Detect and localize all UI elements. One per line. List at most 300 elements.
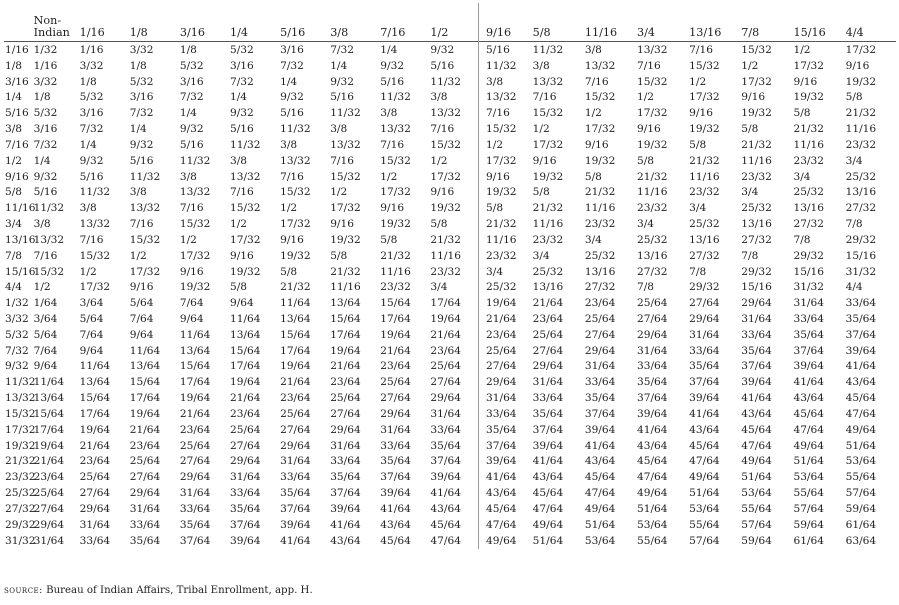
source-text: Bureau of Indian Affairs, Tribal Enrollment, app. H. [46,585,313,596]
column-header: 7/8 [741,26,760,39]
table-cell: 27/64 [280,423,311,436]
table-row [4,42,896,58]
table-cell: 7/16 [689,43,713,56]
table-cell: 17/32 [430,170,461,183]
table-cell: 3/4 [584,233,602,246]
row-label: 15/16 [5,265,36,278]
table-cell: 3/64 [33,312,58,325]
table-cell: 55/64 [689,518,720,531]
row-label: 13/32 [5,392,36,405]
table-cell: 25/64 [532,328,564,341]
table-cell: 31/64 [584,360,616,373]
table-row [4,501,896,517]
table-cell: 37/64 [636,392,668,405]
table-cell: 15/32 [689,59,720,72]
table-cell: 7/16 [179,202,204,215]
table-cell: 5/16 [330,91,354,104]
table-cell: 27/64 [33,502,65,515]
column-header: 3/8 [330,26,349,39]
table-cell: 11/32 [280,123,311,136]
table-cell: 13/16 [532,281,564,294]
blood-quantum-table-container [4,3,896,549]
table-cell: 43/64 [380,518,411,531]
table-cell: 1/4 [330,59,348,72]
table-cell: 5/16 [229,123,254,136]
table-cell: 51/64 [793,455,824,468]
table-cell: 41/64 [280,534,311,547]
table-cell: 25/32 [689,218,720,231]
table-cell: 15/64 [330,312,361,325]
table-cell: 55/64 [741,502,772,515]
table-cell: 17/32 [479,153,531,169]
table-cell: 35/64 [532,407,564,420]
table-cell: 25/64 [584,312,616,325]
table-cell: 1/2 [689,75,707,88]
table-cell: 5/32 [179,59,204,72]
row-label: 27/32 [5,502,36,515]
table-cell: 7/8 [636,281,655,294]
table-cell: 37/64 [430,455,461,468]
table-cell: 11/16 [430,249,461,262]
table-cell: 3/4 [741,186,759,199]
table-cell: 25/64 [280,407,311,420]
table-row [4,279,896,295]
row-label: 17/32 [5,423,36,436]
table-cell: 15/32 [33,265,65,278]
table-cell: 13/64 [129,360,161,373]
table-cell: 39/64 [532,439,564,452]
table-cell: 41/64 [532,455,564,468]
table-cell: 13/16 [793,202,824,215]
table-cell: 49/64 [636,487,668,500]
table-cell: 49/64 [793,439,824,452]
table-cell: 33/64 [430,423,461,436]
table-cell: 23/64 [479,327,531,343]
table-row [4,121,896,137]
table-cell: 7/16 [280,170,304,183]
table-cell: 11/64 [129,344,161,357]
table-cell: 3/4 [845,154,863,167]
table-cell: 5/16 [33,186,58,199]
table-cell: 21/64 [229,392,261,405]
table-cell: 1/4 [229,91,248,104]
table-row [4,438,896,454]
table-cell: 35/64 [430,439,461,452]
table-cell: 23/32 [689,186,720,199]
table-cell: 49/64 [845,423,877,436]
table-cell: 51/64 [689,487,720,500]
table-cell: 5/64 [79,312,104,325]
table-cell: 13/32 [584,59,616,72]
table-cell: 13/32 [79,218,111,231]
table-cell: 15/16 [793,265,824,278]
table-cell: 29/32 [689,281,720,294]
table-cell: 29/64 [689,312,720,325]
table-cell: 7/16 [33,249,58,262]
table-cell: 7/32 [129,107,154,120]
table-cell: 37/64 [689,376,720,389]
table-cell: 25/64 [430,360,461,373]
table-cell: 25/32 [636,233,668,246]
table-cell: 49/64 [532,518,564,531]
table-cell: 41/64 [380,502,411,515]
table-cell: 21/32 [584,186,616,199]
table-cell: 25/64 [79,471,111,484]
table-cell: 11/16 [741,154,772,167]
table-cell: 61/64 [845,518,877,531]
row-label: 5/16 [5,107,29,120]
table-cell: 1/2 [179,233,197,246]
table-cell: 1/2 [380,170,398,183]
table-cell: 19/64 [330,344,361,357]
table-cell: 11/32 [179,154,211,167]
table-cell: 1/4 [33,154,51,167]
table-cell: 7/16 [636,59,661,72]
table-cell: 47/64 [479,517,531,533]
table-cell: 5/16 [479,42,531,58]
table-cell: 3/4 [636,218,655,231]
table-row [4,184,896,200]
table-cell: 17/64 [380,312,411,325]
table-cell: 3/4 [430,281,448,294]
table-cell: 9/16 [380,202,405,215]
table-row [4,295,896,311]
table-cell: 3/32 [79,59,104,72]
table-cell: 55/64 [793,487,824,500]
table-cell: 37/64 [845,328,877,341]
row-label: 1/32 [5,297,29,310]
table-cell: 3/32 [129,43,154,56]
row-label: 1/2 [5,154,23,167]
table-cell: 7/64 [79,328,104,341]
table-cell: 5/8 [584,170,602,183]
table-cell: 7/32 [229,75,254,88]
table-cell: 9/32 [79,154,104,167]
table-cell: 33/64 [179,502,211,515]
table-cell: 7/8 [741,249,759,262]
table-cell: 7/16 [330,154,354,167]
column-header: 7/16 [380,26,406,39]
table-cell: 25/64 [229,423,261,436]
table-cell: 39/64 [689,392,720,405]
table-cell: 49/64 [479,533,531,549]
table-cell: 9/16 [689,107,713,120]
table-cell: 45/64 [741,423,772,436]
column-header: 15/16 [793,26,826,39]
row-label: 13/16 [5,233,36,246]
table-row [4,374,896,390]
table-cell: 3/8 [280,138,298,151]
table-cell: 41/64 [793,376,824,389]
table-cell: 19/64 [380,328,411,341]
table-cell: 1/4 [380,43,398,56]
table-cell: 33/64 [532,392,564,405]
table-cell: 19/32 [845,75,877,88]
table-cell: 35/64 [280,487,311,500]
table-cell: 29/64 [532,360,564,373]
table-cell: 3/8 [79,202,97,215]
table-cell: 23/32 [793,154,824,167]
table-cell: 19/32 [584,154,616,167]
table-cell: 47/64 [532,502,564,515]
table-cell: 47/64 [793,423,824,436]
column-header: 3/16 [179,26,205,39]
table-cell: 15/64 [129,376,161,389]
table-row [4,422,896,438]
table-cell: 5/16 [280,107,304,120]
table-cell: 31/64 [532,376,564,389]
table-cell: 5/8 [689,138,707,151]
table-cell: 5/16 [129,154,154,167]
table-cell: 31/64 [793,297,824,310]
table-cell: 1/8 [79,75,97,88]
table-cell: 23/32 [741,170,772,183]
table-cell: 9/16 [229,249,254,262]
row-label: 19/32 [5,439,36,452]
table-cell: 45/64 [689,439,720,452]
table-cell: 7/64 [33,344,58,357]
table-cell: 31/32 [793,281,824,294]
table-cell: 17/32 [532,138,564,151]
table-cell: 29/64 [430,392,461,405]
table-cell: 3/16 [229,59,254,72]
row-label: 3/4 [5,218,23,231]
table-cell: 1/2 [741,59,759,72]
row-label: 23/32 [5,471,36,484]
table-cell: 43/64 [741,407,772,420]
table-cell: 19/64 [129,407,161,420]
table-cell: 41/64 [845,360,877,373]
table-cell: 4/4 [845,281,863,294]
table-cell: 47/64 [741,439,772,452]
table-cell: 33/64 [79,534,111,547]
table-cell: 5/8 [636,154,655,167]
table-cell: 19/32 [229,265,261,278]
table-cell: 53/64 [793,471,824,484]
table-cell: 31/32 [845,265,877,278]
table-cell: 29/64 [636,328,668,341]
table-cell: 27/64 [479,359,531,375]
table-cell: 15/32 [229,202,261,215]
table-cell: 27/64 [179,455,211,468]
table-cell: 27/32 [793,218,824,231]
table-cell: 13/32 [280,154,311,167]
table-cell: 23/32 [845,138,877,151]
table-cell: 9/16 [479,169,531,185]
table-cell: 17/32 [330,202,361,215]
table-cell: 57/64 [689,534,720,547]
table-cell: 11/32 [430,75,461,88]
table-cell: 55/64 [636,534,668,547]
table-cell: 13/16 [584,265,616,278]
table-cell: 27/32 [845,202,877,215]
table-cell: 1/2 [430,154,448,167]
table-cell: 27/32 [741,233,772,246]
table-cell: 9/16 [793,75,818,88]
table-cell: 51/64 [532,534,564,547]
table-cell: 1/2 [280,202,298,215]
table-row [4,390,896,406]
table-cell: 17/32 [79,281,111,294]
table-cell: 35/64 [584,392,616,405]
table-cell: 1/4 [179,107,197,120]
table-cell: 23/64 [33,471,65,484]
table-cell: 41/64 [430,487,461,500]
table-cell: 29/32 [845,233,877,246]
table-row [4,485,896,501]
table-cell: 5/16 [430,59,455,72]
table-cell: 9/32 [380,59,405,72]
table-cell: 19/32 [179,281,211,294]
table-cell: 25/64 [179,439,211,452]
table-cell: 3/4 [793,170,811,183]
table-cell: 7/16 [380,138,405,151]
table-cell: 51/64 [584,518,616,531]
table-cell: 21/32 [636,170,668,183]
table-cell: 17/32 [845,43,877,56]
table-cell: 15/32 [741,43,772,56]
table-cell: 33/64 [845,297,877,310]
table-cell: 27/64 [330,407,361,420]
table-cell: 33/64 [584,376,616,389]
row-label: 3/16 [5,75,29,88]
table-cell: 17/32 [179,249,211,262]
table-cell: 31/64 [179,487,211,500]
table-cell: 17/32 [584,123,616,136]
table-cell: 51/64 [741,471,772,484]
table-cell: 11/32 [229,138,261,151]
table-cell: 3/8 [532,59,550,72]
table-cell: 11/16 [479,232,531,248]
table-cell: 19/32 [330,233,361,246]
table-cell: 9/64 [79,344,104,357]
table-cell: 23/64 [229,407,261,420]
table-cell: 13/16 [689,233,720,246]
table-cell: 15/16 [845,249,877,262]
table-cell: 7/32 [330,43,354,56]
table-cell: 37/64 [229,518,261,531]
table-cell: 21/32 [280,281,311,294]
table-cell: 35/64 [741,344,772,357]
column-header: 9/16 [479,3,531,42]
table-cell: 11/64 [280,297,311,310]
table-cell: 3/8 [584,43,602,56]
row-label: 11/16 [5,202,36,215]
table-row [4,469,896,485]
table-cell: 25/32 [845,170,877,183]
table-cell: 17/32 [129,265,161,278]
table-row [4,517,896,533]
table-cell: 37/64 [380,471,411,484]
table-cell: 11/16 [689,170,720,183]
table-cell: 53/64 [845,455,877,468]
table-cell: 15/16 [741,281,772,294]
table-cell: 39/64 [280,518,311,531]
table-cell: 23/64 [79,455,111,468]
table-cell: 5/32 [79,91,104,104]
table-cell: 17/64 [229,360,261,373]
table-cell: 9/16 [532,154,557,167]
table-cell: 5/8 [380,233,398,246]
table-cell: 25/64 [479,343,531,359]
table-cell: 15/64 [229,344,261,357]
table-cell: 15/64 [179,360,211,373]
table-cell: 5/8 [793,107,811,120]
table-cell: 15/32 [430,138,461,151]
table-cell: 1/4 [129,123,147,136]
table-cell: 29/32 [741,265,772,278]
table-cell: 25/32 [584,249,616,262]
table-row [4,343,896,359]
table-cell: 35/64 [845,312,877,325]
table-cell: 19/64 [33,439,65,452]
table-cell: 11/16 [380,265,411,278]
table-cell: 9/16 [430,186,455,199]
table-cell: 7/64 [129,312,154,325]
table-cell: 1/64 [33,297,58,310]
table-cell: 5/8 [532,186,550,199]
table-cell: 15/32 [479,121,531,137]
table-header-row [4,3,896,42]
table-cell: 13/32 [380,123,411,136]
table-cell: 37/64 [584,407,616,420]
table-cell: 3/64 [79,297,104,310]
table-cell: 61/64 [793,534,824,547]
table-cell: 49/64 [741,455,772,468]
table-cell: 21/32 [380,249,411,262]
table-cell: 25/64 [33,487,65,500]
table-cell: 3/8 [380,107,398,120]
table-cell: 5/16 [79,170,104,183]
table-cell: 23/64 [380,360,411,373]
table-row [4,216,896,232]
table-cell: 57/64 [741,518,772,531]
table-cell: 11/64 [79,360,111,373]
table-cell: 9/32 [280,91,304,104]
table-cell: 31/64 [79,518,111,531]
table-cell: 55/64 [845,471,877,484]
table-cell: 1/2 [129,249,147,262]
table-cell: 31/64 [430,407,461,420]
table-cell: 11/16 [584,202,616,215]
table-cell: 33/64 [229,487,261,500]
table-cell: 15/64 [280,328,311,341]
table-cell: 27/64 [380,392,411,405]
table-cell: 1/2 [330,186,348,199]
table-cell: 27/64 [79,487,111,500]
table-cell: 1/2 [793,43,811,56]
table-cell: 13/32 [532,75,564,88]
table-cell: 9/64 [129,328,154,341]
table-cell: 3/16 [79,107,104,120]
table-cell: 5/8 [280,265,298,278]
table-cell: 41/64 [479,469,531,485]
table-cell: 9/16 [845,59,870,72]
table-cell: 7/16 [584,75,609,88]
table-cell: 23/64 [430,344,461,357]
table-cell: 29/64 [229,455,261,468]
table-cell: 43/64 [330,534,361,547]
table-cell: 31/64 [741,312,772,325]
table-cell: 25/64 [380,376,411,389]
table-cell: 39/64 [636,407,668,420]
table-cell: 7/16 [479,105,531,121]
table-cell: 3/8 [430,91,448,104]
table-cell: 1/4 [280,75,298,88]
table-cell: 21/32 [330,265,361,278]
column-header: 13/16 [689,26,722,39]
table-cell: 1/2 [636,91,655,104]
